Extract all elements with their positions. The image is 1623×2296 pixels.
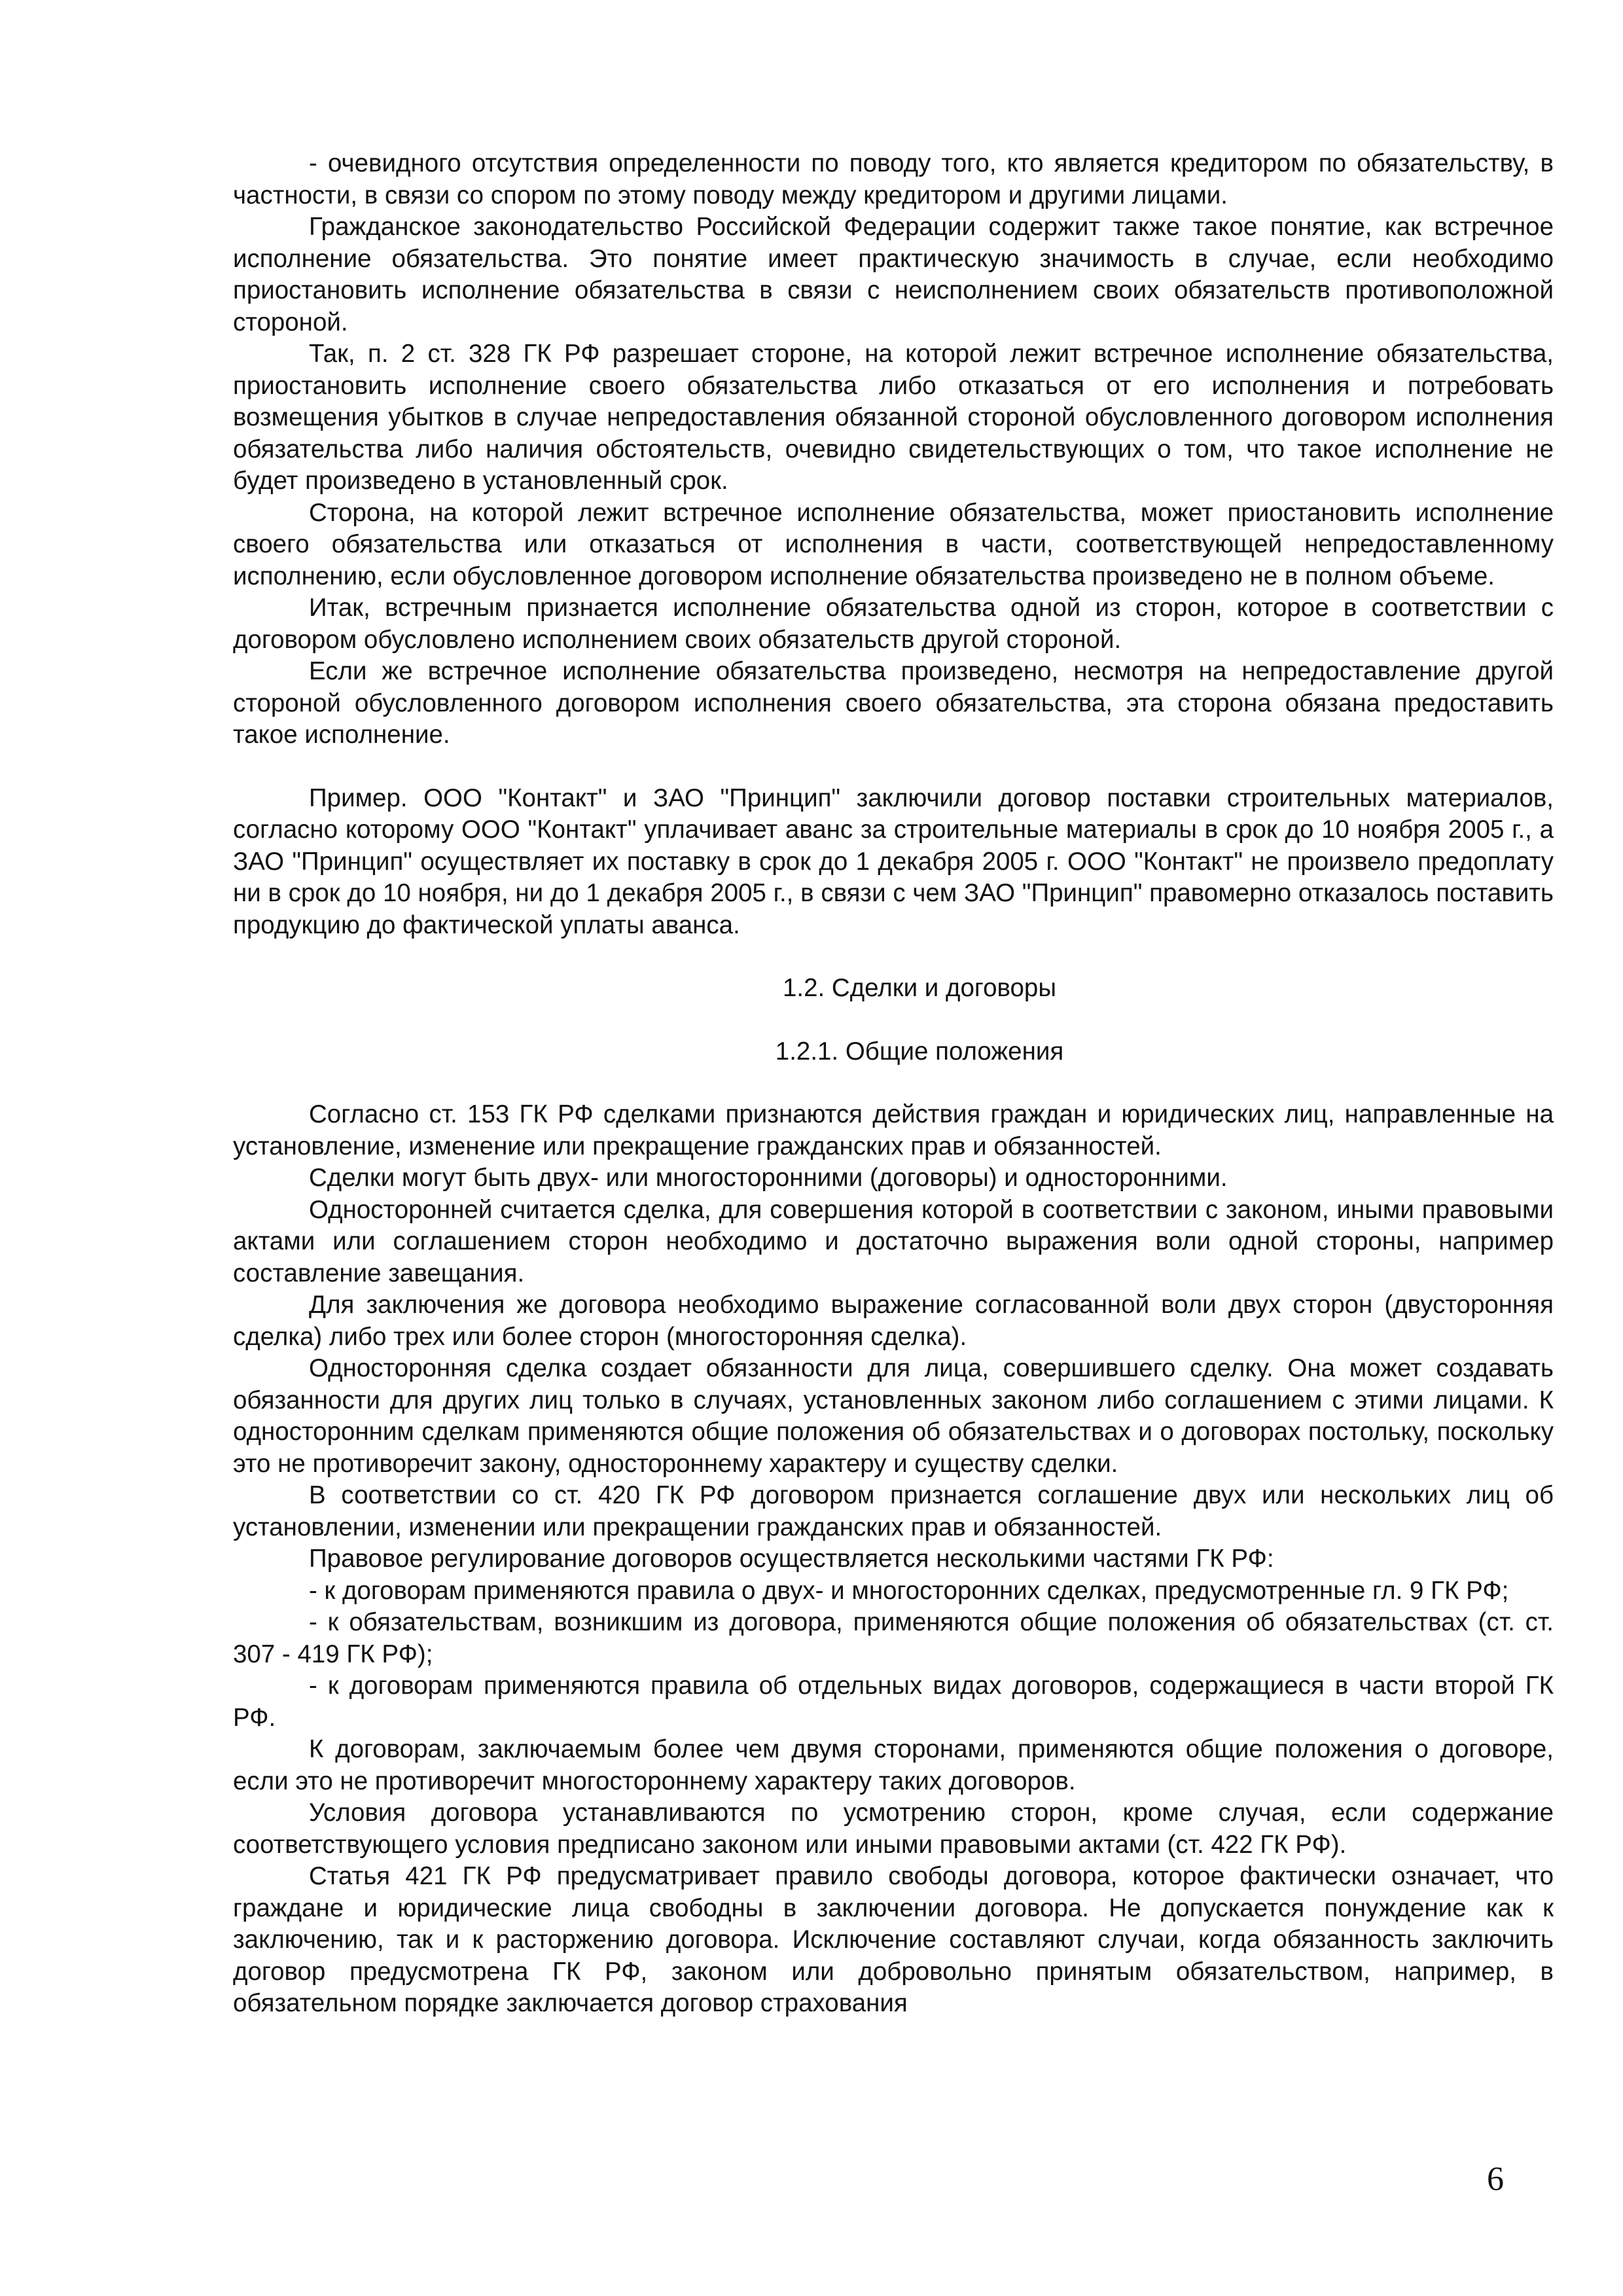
spacer [233, 1067, 1554, 1099]
spacer [233, 751, 1554, 783]
section-heading: 1.2. Сделки и договоры [782, 974, 1057, 1002]
example-paragraph: Пример. ООО "Контакт" и ЗАО "Принцип" заключили договор поставки строительных материалов, согласно которому ООО "Контакт" уплачивает аванс за строительные материалы в срок до 10 ноября 2005 г., а ЗАО "Принцип" осуществляет их поставку в срок до 1 декабря 2005 г. ООО "Контакт" не произвело предоплату ни в срок до 10 ноября, ни до 1 декабря 2005 г., в связи с чем ЗАО "Принцип" правомерно отказалось поставить продукцию до фактической уплаты аванса. [233, 783, 1554, 939]
paragraph: Гражданское законодательство Российской Федерации содержит также такое понятие, как встречное исполнение обязательства. Это понятие имеет практическую значимость в случае, если необходимо приостановить исполнение обязательства в связи с неисполнением своих обязательств противоположной стороной. [233, 213, 1554, 336]
paragraph: Сделки могут быть двух- или многосторонними (договоры) и односторонними. [309, 1164, 1228, 1192]
paragraph: Итак, встречным признается исполнение обязательства одной из сторон, которое в соответствии с договором обусловлено исполнением своих обязательств другой стороной. [233, 594, 1554, 654]
page-body [233, 148, 1554, 2020]
paragraph: Статья 421 ГК РФ предусматривает правило свободы договора, которое фактически означает, что граждане и юридические лица свободны в заключении договора. Не допускается понуждение как к заключению, так и к расторжению договора. Исключение составляют случаи, когда обязанность заключить договор предусмотрена ГК РФ, законом или добровольно принятым обязательством, например, в обязательном порядке заключается договор страхования [233, 1862, 1554, 2017]
paragraph: Условия договора устанавливаются по усмотрению сторон, кроме случая, если содержание соответствующего условия предписано законом или иными правовыми актами (ст. 422 ГК РФ). [233, 1799, 1554, 1859]
list-item: - к договорам применяются правила об отдельных видах договоров, содержащиеся в части второй ГК РФ. [233, 1672, 1554, 1732]
paragraph: Для заключения же договора необходимо выражение согласованной воли двух сторон (двусторонняя сделка) либо трех или более сторон (многосторонняя сделка). [233, 1291, 1554, 1351]
paragraph: В соответствии со ст. 420 ГК РФ договором признается соглашение двух или нескольких лиц об установлении, изменении или прекращении гражданских прав и обязанностей. [233, 1481, 1554, 1541]
paragraph: К договорам, заключаемым более чем двумя сторонами, применяются общие положения о договоре, если это не противоречит многостороннему характеру таких договоров. [233, 1735, 1554, 1795]
list-item: - к договорам применяются правила о двух- и многосторонних сделках, предусмотренные гл. 9 ГК РФ; [309, 1576, 1509, 1605]
paragraph: Если же встречное исполнение обязательства произведено, несмотря на непредоставление другой стороной обусловленного договором исполнения своего обязательства, эта сторона обязана предоставить такое исполнение. [233, 657, 1554, 749]
paragraph: Односторонняя сделка создает обязанности для лица, совершившего сделку. Она может создавать обязанности для других лиц только в случаях, установленных законом либо соглашением с этими лицами. К односторонним сделкам применяются общие положения об обязательствах и о договорах постольку, поскольку это не противоречит закону, одностороннему характеру и существу сделки. [233, 1354, 1554, 1478]
paragraph: Согласно ст. 153 ГК РФ сделками признаются действия граждан и юридических лиц, направленные на установление, изменение или прекращение гражданских прав и обязанностей. [233, 1100, 1554, 1160]
paragraph: - очевидного отсутствия определенности по поводу того, кто является кредитором по обязательству, в частности, в связи со спором по этому поводу между кредитором и другими лицами. [233, 149, 1554, 209]
spacer [233, 1005, 1554, 1036]
paragraph: Так, п. 2 ст. 328 ГК РФ разрешает стороне, на которой лежит встречное исполнение обязательства, приостановить исполнение своего обязательства либо отказаться от его исполнения и потребовать возмещения убытков в случае непредоставления обязанной стороной обусловленного договором исполнения обязательства либо наличия обстоятельств, очевидно свидетельствующих о том, что такое исполнение не будет произведено в установленный срок. [233, 340, 1554, 495]
list-item: - к обязательствам, возникшим из договора, применяются общие положения об обязательствах (ст. ст. 307 - 419 ГК РФ); [233, 1608, 1554, 1668]
paragraph: Односторонней считается сделка, для совершения которой в соответствии с законом, иными правовыми актами или соглашением сторон необходимо и достаточно выражения воли одной стороны, например составление завещания. [233, 1195, 1554, 1287]
paragraph: Правовое регулирование договоров осуществляется несколькими частями ГК РФ: [309, 1545, 1274, 1573]
paragraph: Сторона, на которой лежит встречное исполнение обязательства, может приостановить исполнение своего обязательства или отказаться от исполнения в части, соответствующей непредоставленному исполнению, если обусловленное договором исполнение обязательства произведено не в полном объеме. [233, 498, 1554, 590]
page-number: 6 [1487, 2161, 1504, 2198]
spacer [233, 941, 1554, 973]
subsection-heading: 1.2.1. Общие положения [775, 1037, 1064, 1066]
